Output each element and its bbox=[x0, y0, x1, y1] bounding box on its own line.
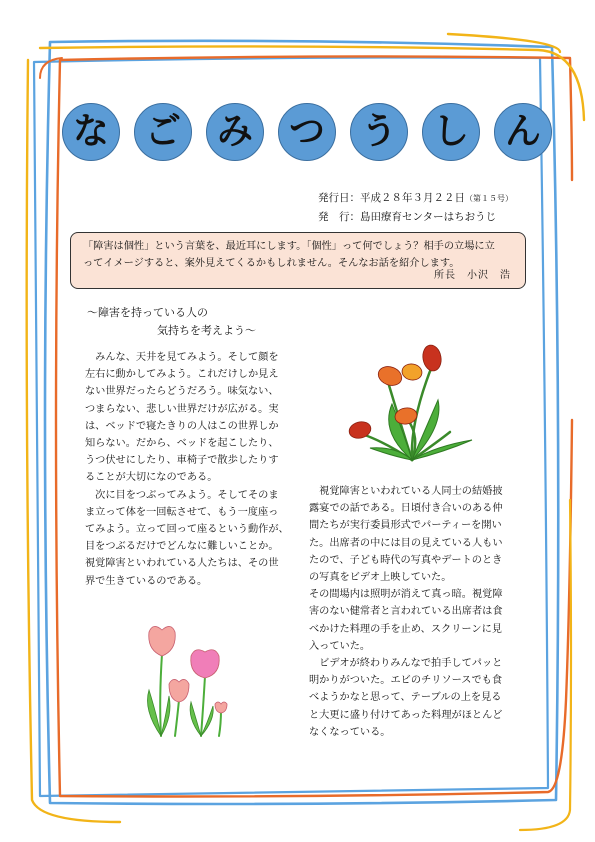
title-char-circle bbox=[350, 103, 408, 161]
text-line: 界で生きているのである。 bbox=[85, 575, 208, 587]
title-char: つ bbox=[288, 111, 325, 152]
text-line: 入っていた。 bbox=[309, 640, 371, 652]
title-char: し bbox=[432, 111, 469, 152]
text-line: 視覚障害といわれている人同士の結婚披 bbox=[309, 486, 503, 497]
title-char-circle bbox=[134, 103, 192, 161]
text-line: たので、子ども時代の写真やデートのとき bbox=[309, 554, 503, 566]
right-column-text bbox=[309, 483, 527, 741]
intro-note bbox=[70, 232, 526, 289]
text-line: 視覚障害といわれている人たちは、その世 bbox=[85, 558, 279, 570]
publisher: 発 行：島田療育センターはちおうじ bbox=[318, 211, 497, 223]
text-line: た。出席者の中には目の見えている人もい bbox=[309, 537, 503, 549]
text-line: の写真をビデオ上映していた。 bbox=[309, 572, 452, 584]
text-line: その間場内は照明が消えて真っ暗。視覚障 bbox=[309, 589, 503, 601]
text-line: 害のない健常者と言われている出席者は食 bbox=[309, 606, 503, 618]
text-line: ることが大切になのである。 bbox=[85, 472, 218, 484]
left-column-text bbox=[85, 349, 303, 590]
text-line: ない世界だったらどうだろう。味気ない、 bbox=[85, 386, 279, 398]
note-line: ってイメージすると、案外見えてくるかもしれません。そんなお話を紹介します。 bbox=[83, 258, 460, 269]
text-line: 次に目をつぶってみよう。そしてそのま bbox=[85, 489, 279, 501]
text-line: みんな、天井を見てみよう。そして顔を bbox=[85, 352, 279, 363]
title-char: ん bbox=[504, 111, 541, 152]
section-title-line2: 気持ちを考えよう～ bbox=[157, 324, 256, 337]
section-title-line1: ～障害を持っている人の bbox=[87, 306, 208, 319]
text-line: 左右に動かしてみよう。これだけしか見え bbox=[85, 369, 279, 381]
issue-number: （第１５号） bbox=[465, 194, 513, 203]
text-line: うつ伏せにしたり、車椅子で散歩したりす bbox=[85, 455, 279, 467]
title-char: な bbox=[72, 111, 109, 152]
note-line: 「障害は個性」という言葉を、最近耳にします。「個性」って何でしょう？相手の立場に立 bbox=[83, 241, 495, 252]
text-line: 間たちが実行委員形式でパーティーを開い bbox=[309, 520, 502, 532]
text-line: なくなっている。 bbox=[309, 726, 391, 738]
text-line: 露宴での話である。日頃付き合いのある仲 bbox=[309, 503, 503, 515]
tulip-bouquet-illustration bbox=[340, 342, 485, 462]
issue-date bbox=[318, 190, 513, 205]
title-char-circle bbox=[206, 103, 264, 161]
text-line: 知らない。だから、ベッドを起こしたり、 bbox=[85, 438, 279, 450]
title-char: う bbox=[360, 111, 397, 152]
text-line: ビデオが終わりみんなで拍手してパッと bbox=[309, 658, 503, 670]
text-line: つまらない、悲しい世界だけが広がる。実 bbox=[85, 403, 279, 415]
pink-tulips-illustration bbox=[135, 620, 240, 738]
text-line: 明かりがついた。エビのチリソースでも食 bbox=[309, 675, 503, 687]
title-char-circle bbox=[422, 103, 480, 161]
text-line: ま立って体を一回転させて、もう一度座っ bbox=[85, 506, 279, 518]
text-line: は、ベッドで寝たきりの人はこの世界しか bbox=[85, 420, 279, 432]
newsletter-title bbox=[62, 103, 552, 165]
text-line: べようかなと思って、テーブルの上を見る bbox=[309, 692, 502, 704]
title-char: ご bbox=[144, 111, 181, 152]
issue-date-text: 発行日：平成２８年３月２２日 bbox=[318, 192, 465, 204]
text-line: べかけた料理の手を止め、スクリーンに見 bbox=[309, 623, 502, 635]
title-char-circle bbox=[494, 103, 552, 161]
text-line: 目をつぶるだけでどんなに難しいことか。 bbox=[85, 541, 279, 553]
title-char-circle bbox=[278, 103, 336, 161]
title-char: み bbox=[216, 111, 253, 152]
title-char-circle bbox=[62, 103, 120, 161]
note-signature: 所長 小沢 浩 bbox=[434, 270, 511, 281]
text-line: と大更に盛り付けてあった料理がほとんど bbox=[309, 709, 503, 721]
text-line: てみよう。立って回って座るという動作が、 bbox=[85, 524, 289, 536]
